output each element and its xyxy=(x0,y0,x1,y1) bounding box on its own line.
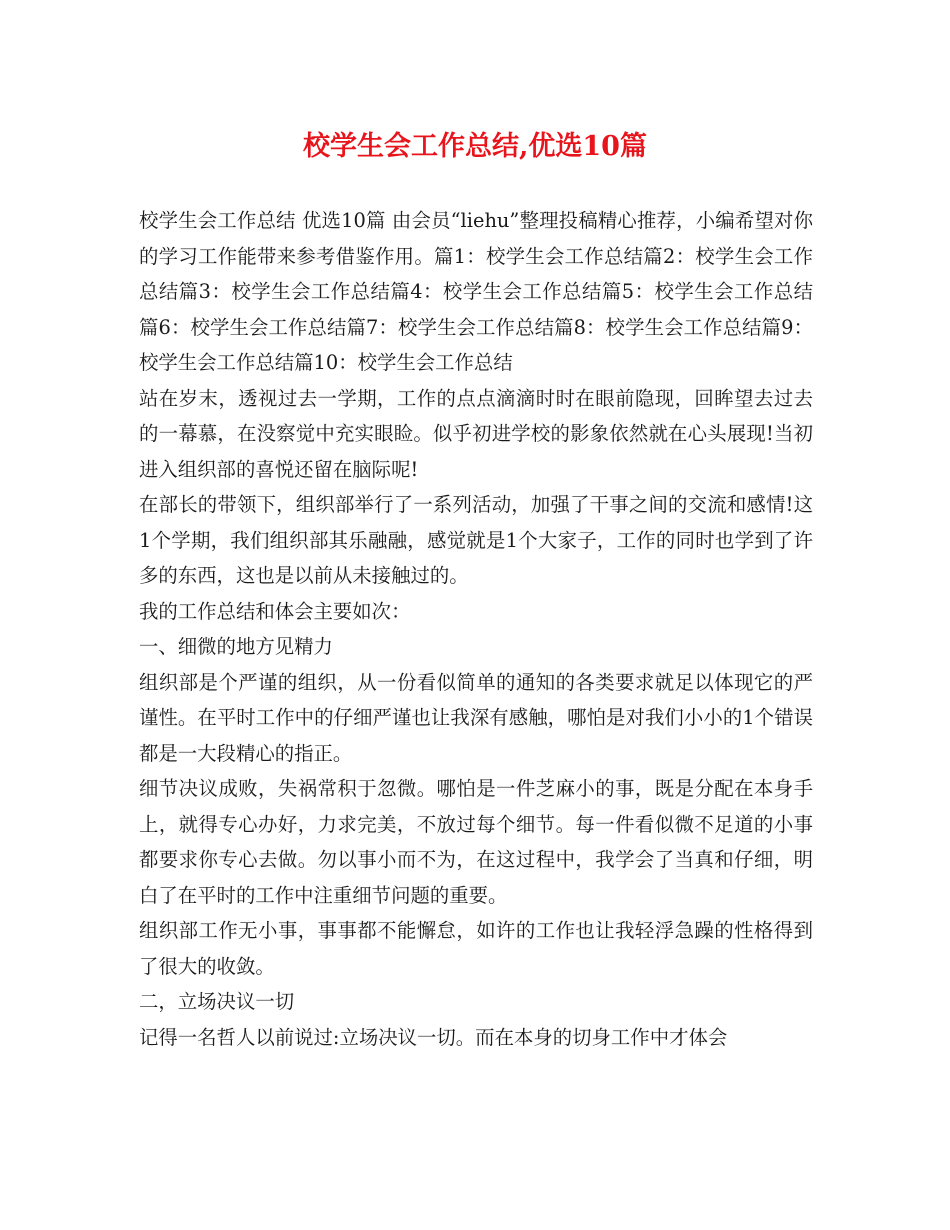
section-heading-1: 一、细微的地方见精力 xyxy=(139,635,333,658)
paragraph-2: 在部长的带领下，组织部举行了一系列活动，加强了干事之间的交流和感情!这1个学期，我们组织部其乐融融，感觉就是1个大家子，工作的同时也学到了许多的东西，这也是以前从未接触过的。 xyxy=(139,493,813,587)
document-body xyxy=(139,203,813,1055)
paragraph-5: 组织部是个严谨的组织，从一份看似简单的通知的各类要求就足以体现它的严谨性。在平时工作中的仔细严谨也让我深有感触，哪怕是对我们小小的1个错误都是一大段精心的指正。 xyxy=(139,670,813,765)
section-heading-2: 二，立场决议一切 xyxy=(139,990,295,1013)
paragraph-9: 记得一名哲人以前说过:立场决议一切。而在本身的切身工作中才体会 xyxy=(139,1025,728,1049)
paragraph-1: 站在岁末，透视过去一学期，工作的点点滴滴时时在眼前隐现，回眸望去过去的一幕慕，在没察觉中充实眼睑。似乎初进学校的影象依然就在心头展现!当初进入组织部的喜悦还留在脑际呢! xyxy=(139,386,813,481)
paragraph-intro: 校学生会工作总结 优选10篇 由会员“liehu”整理投稿精心推荐，小编希望对你的学习工作能带来参考借鉴作用。篇1：校学生会工作总结篇2：校学生会工作总结篇3：校学生会工作总结篇4：校学生会工作总结篇5：校学生会工作总结篇6：校学生会工作总结篇7：校学生会工作总结篇8：校学生会工作总结篇9：校学生会工作总结篇10：校学生会工作总结 xyxy=(139,209,813,374)
paragraph-7: 组织部工作无小事，事事都不能懈怠，如许的工作也让我轻浮急躁的性格得到了很大的收敛。 xyxy=(139,919,813,978)
paragraph-3: 我的工作总结和体会主要如次： xyxy=(139,599,411,623)
document-title: 校学生会工作总结,优选10篇 xyxy=(303,131,647,162)
paragraph-6: 细节决议成败，失祸常积于忽微。哪怕是一件芝麻小的事，既是分配在本身手上，就得专心办好，力求完美，不放过每个细节。每一件看似微不足道的小事都要求你专心去做。勿以事小而不为，在这过程中，我学会了当真和仔细，明白了在平时的工作中注重细节问题的重要。 xyxy=(139,777,813,907)
